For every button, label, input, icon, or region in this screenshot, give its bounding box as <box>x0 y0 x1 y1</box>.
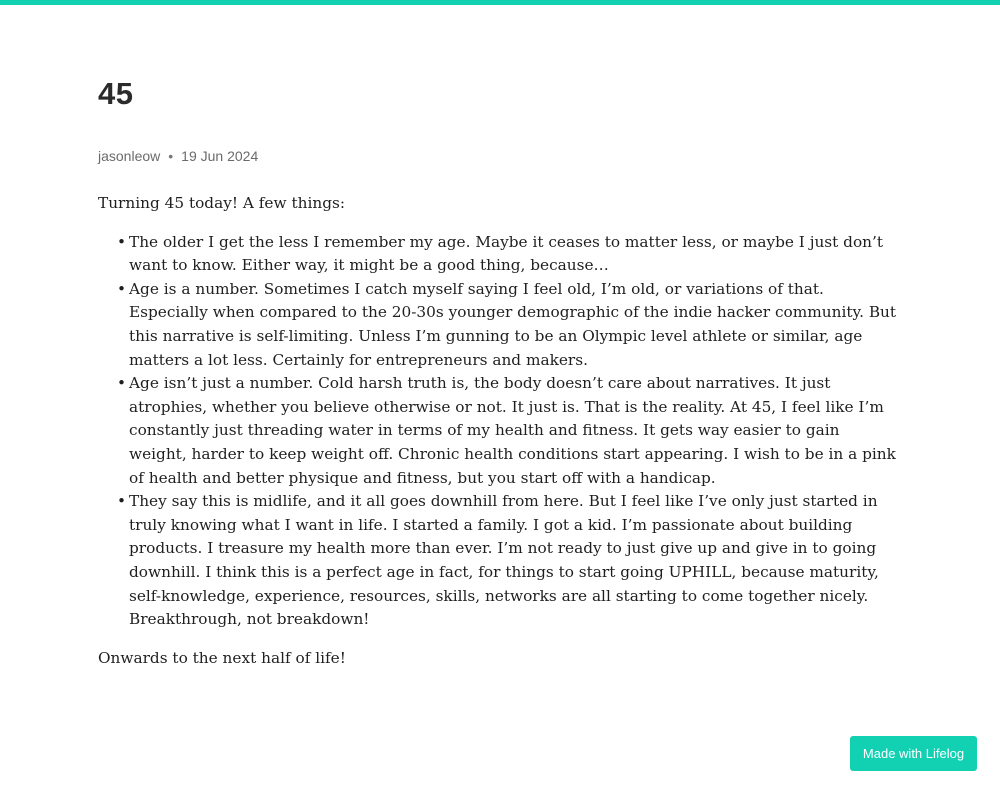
intro-paragraph: Turning 45 today! A few things: <box>98 194 345 212</box>
bullet-list <box>98 231 898 632</box>
post-title: 45 <box>98 76 134 111</box>
post-meta <box>98 148 258 164</box>
made-with-lifelog-button[interactable]: Made with Lifelog <box>850 736 977 771</box>
list-item: • Age is a number. Sometimes I catch myself saying I feel old, I’m old, or variations of that. Especially when compared to the 20-30s younger demographic of the indie hacker community. But this narrative is self-limiting. Unless I’m gunning to be an Olympic level athlete or similar, age matters a lot less. Certainly for entrepreneurs and makers. <box>129 278 898 372</box>
meta-separator: • <box>168 148 174 164</box>
top-accent-bar <box>0 0 1000 5</box>
post-body <box>98 192 898 670</box>
list-item: • They say this is midlife, and it all goes downhill from here. But I feel like I’ve only just started in truly knowing what I want in life. I started a family. I got a kid. I’m passionate about building products. I treasure my health more than ever. I’m not ready to just give up and give in to going downhill. I think this is a perfect age in fact, for things to start going UPHILL, because maturity, self-knowledge, experience, resources, skills, networks are all starting to come together nicely. Breakthrough, not breakdown! <box>129 490 898 632</box>
author-name[interactable]: jasonleow <box>98 148 161 164</box>
list-item: • The older I get the less I remember my age. Maybe it ceases to matter less, or maybe I just don’t want to know. Either way, it might be a good thing, because… <box>129 231 898 278</box>
post-date: 19 Jun 2024 <box>181 148 259 164</box>
list-item: • Age isn’t just a number. Cold harsh truth is, the body doesn’t care about narratives. It just atrophies, whether you believe otherwise or not. It just is. That is the reality. At 45, I feel like I’m constantly just threading water in terms of my health and fitness. It gets way easier to gain weight, harder to keep weight off. Chronic health conditions start appearing. I wish to be in a pink of health and better physique and fitness, but you start off with a handicap. <box>129 372 898 490</box>
outro-paragraph: Onwards to the next half of life! <box>98 648 346 667</box>
